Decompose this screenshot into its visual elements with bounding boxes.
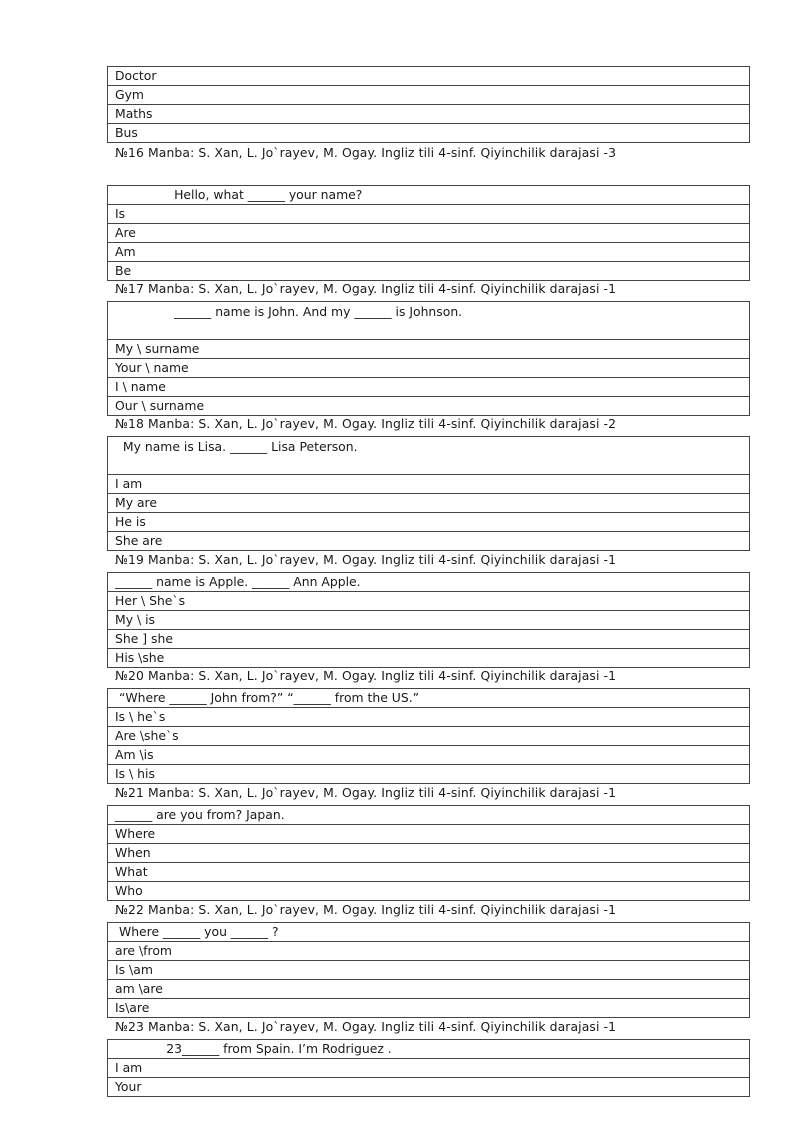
option-row: Our \ surname bbox=[108, 397, 749, 416]
option-row: She ] she bbox=[108, 630, 749, 649]
question-text: ______ are you from? Japan. bbox=[108, 806, 749, 825]
question-text: “Where ______ John from?” “______ from the US.” bbox=[108, 689, 749, 708]
option-row: I am bbox=[108, 1059, 749, 1078]
option-row: I \ name bbox=[108, 378, 749, 397]
option-row: Her \ She`s bbox=[108, 592, 749, 611]
question-text: Hello, what ______ your name? bbox=[108, 186, 749, 205]
option-row: My \ surname bbox=[108, 340, 749, 359]
option-row: What bbox=[108, 863, 749, 882]
question-text: Where ______ you ______ ? bbox=[108, 923, 749, 942]
option-row: Who bbox=[108, 882, 749, 901]
option-row: Is \ he`s bbox=[108, 708, 749, 727]
option-row: His \she bbox=[108, 649, 749, 668]
question-source-line: №23 Manba: S. Xan, L. Jo`rayev, M. Ogay. Ingliz tili 4-sinf. Qiyinchilik darajasi -1 bbox=[115, 1019, 617, 1034]
question-table-22 bbox=[107, 922, 750, 1018]
option-row: Where bbox=[108, 825, 749, 844]
option-row: Am bbox=[108, 243, 749, 262]
question-table-18 bbox=[107, 436, 750, 551]
answer-table-15 bbox=[107, 66, 750, 143]
question-text: ______ name is Apple. ______ Ann Apple. bbox=[108, 573, 749, 592]
option-row: Is bbox=[108, 205, 749, 224]
question-text: ______ name is John. And my ______ is Johnson. bbox=[108, 302, 749, 340]
option-row: Be bbox=[108, 262, 749, 281]
question-table-17 bbox=[107, 301, 750, 416]
question-source-line: №17 Manba: S. Xan, L. Jo`rayev, M. Ogay. Ingliz tili 4-sinf. Qiyinchilik darajasi -1 bbox=[115, 281, 617, 296]
option-row: Gym bbox=[108, 86, 749, 105]
option-row: Are \she`s bbox=[108, 727, 749, 746]
question-text: 23______ from Spain. I’m Rodriguez . bbox=[108, 1040, 749, 1059]
question-table-19 bbox=[107, 572, 750, 668]
question-source-line: №18 Manba: S. Xan, L. Jo`rayev, M. Ogay. Ingliz tili 4-sinf. Qiyinchilik darajasi -2 bbox=[115, 416, 617, 431]
option-row: Maths bbox=[108, 105, 749, 124]
option-row: My \ is bbox=[108, 611, 749, 630]
question-source-line: №21 Manba: S. Xan, L. Jo`rayev, M. Ogay. Ingliz tili 4-sinf. Qiyinchilik darajasi -1 bbox=[115, 785, 617, 800]
question-source-line: №22 Manba: S. Xan, L. Jo`rayev, M. Ogay. Ingliz tili 4-sinf. Qiyinchilik darajasi -1 bbox=[115, 902, 617, 917]
question-source-line: №19 Manba: S. Xan, L. Jo`rayev, M. Ogay. Ingliz tili 4-sinf. Qiyinchilik darajasi -1 bbox=[115, 552, 617, 567]
option-row: Doctor bbox=[108, 67, 749, 86]
option-row: My are bbox=[108, 494, 749, 513]
option-row: Your bbox=[108, 1078, 749, 1097]
option-row: Bus bbox=[108, 124, 749, 143]
option-row: When bbox=[108, 844, 749, 863]
option-row: are \from bbox=[108, 942, 749, 961]
question-text: My name is Lisa. ______ Lisa Peterson. bbox=[108, 437, 749, 475]
option-row: Are bbox=[108, 224, 749, 243]
option-row: She are bbox=[108, 532, 749, 551]
option-row: am \are bbox=[108, 980, 749, 999]
option-row: He is bbox=[108, 513, 749, 532]
question-table-23 bbox=[107, 1039, 750, 1097]
question-source-line: №20 Manba: S. Xan, L. Jo`rayev, M. Ogay. Ingliz tili 4-sinf. Qiyinchilik darajasi -1 bbox=[115, 668, 617, 683]
option-row: I am bbox=[108, 475, 749, 494]
option-row: Your \ name bbox=[108, 359, 749, 378]
option-row: Is \am bbox=[108, 961, 749, 980]
question-source-line: №16 Manba: S. Xan, L. Jo`rayev, M. Ogay. Ingliz tili 4-sinf. Qiyinchilik darajasi -3 bbox=[115, 145, 617, 160]
option-row: Am \is bbox=[108, 746, 749, 765]
question-table-21 bbox=[107, 805, 750, 901]
question-table-16 bbox=[107, 185, 750, 281]
option-row: Is \ his bbox=[108, 765, 749, 784]
question-table-20 bbox=[107, 688, 750, 784]
option-row: Is\are bbox=[108, 999, 749, 1018]
